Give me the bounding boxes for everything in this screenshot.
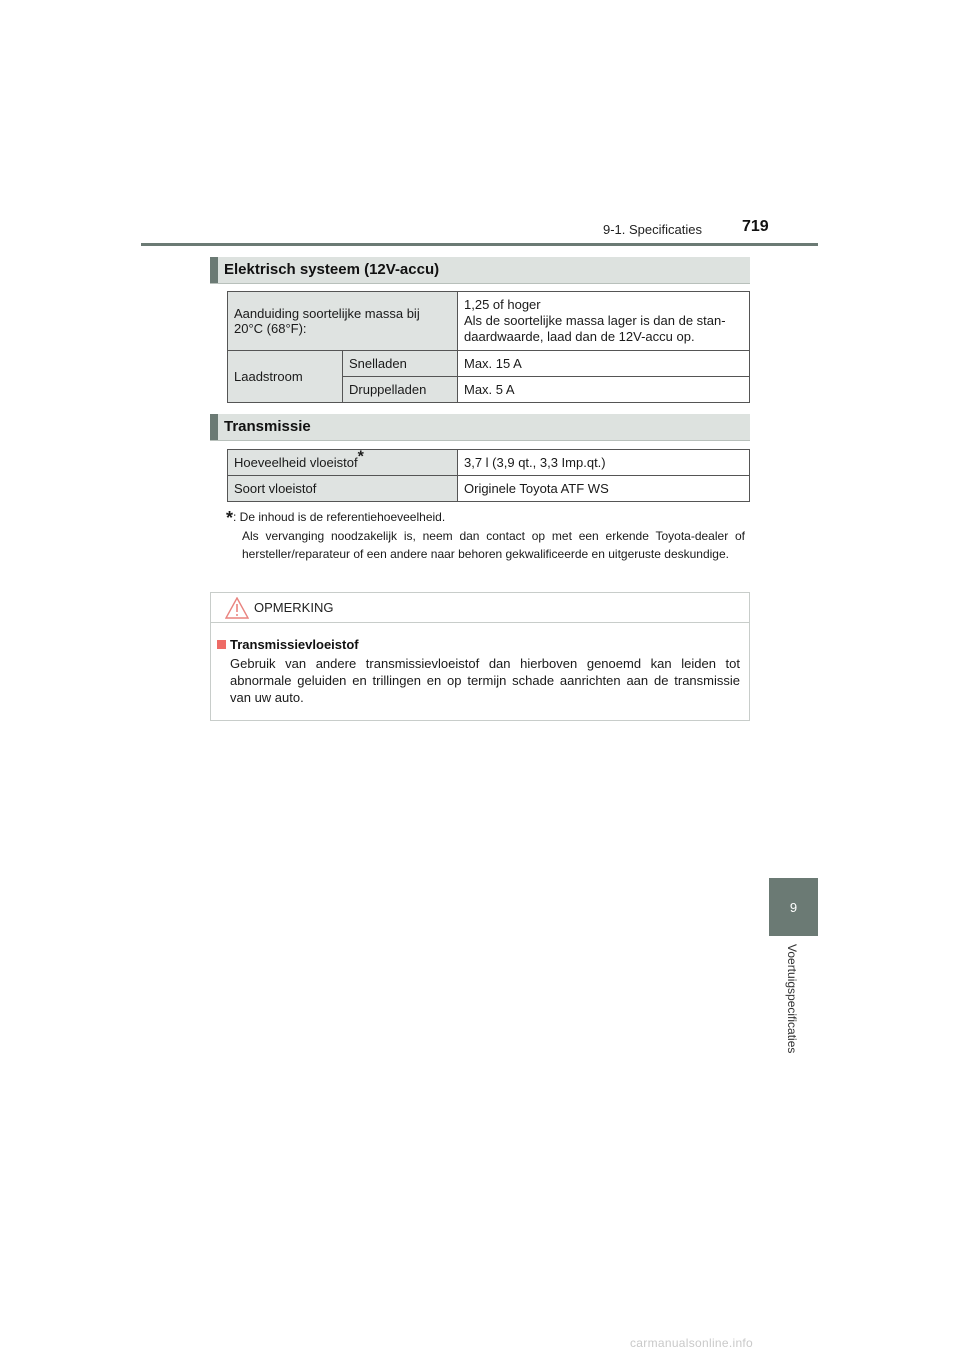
notice-item-title <box>217 637 359 652</box>
fluid-quantity-value: 3,7 l (3,9 qt., 3,3 Imp.qt.) <box>458 450 750 476</box>
chapter-title-text: Voertuigspecificaties <box>785 944 799 1054</box>
page-number: 719 <box>742 218 769 235</box>
fluid-type-label: Soort vloeistof <box>228 476 458 502</box>
table-row <box>228 476 750 502</box>
transmission-heading-text: Transmissie <box>224 418 311 435</box>
fluid-quantity-label <box>228 450 458 476</box>
value-line: Als de soortelijke massa lager is dan de stan- <box>464 313 726 328</box>
value-line: 1,25 of hoger <box>464 297 541 312</box>
watermark: carmanualsonline.info <box>630 1336 754 1350</box>
chapter-title <box>785 944 805 1064</box>
footnote-star: * <box>226 508 234 528</box>
fast-charge-value: Max. 15 A <box>458 351 750 377</box>
heading-accent <box>210 414 218 440</box>
charge-current-label: Laadstroom <box>228 351 343 403</box>
fluid-type-value: Originele Toyota ATF WS <box>458 476 750 502</box>
fluid-quantity-label-text: Hoeveelheid vloeistof <box>234 455 358 470</box>
fast-charge-label: Snelladen <box>343 351 458 377</box>
table-row <box>228 292 750 351</box>
notice-header <box>211 593 749 623</box>
transmission-heading <box>210 414 750 441</box>
section-title: 9-1. Specificaties <box>603 222 702 237</box>
footnote-body: Als vervanging noodzakelijk is, neem dan contact op met een erkende Toyota-dealer of hersteller/reparateur of een andere naar behoren gekwalificeerde en uitgeruste deskundige. <box>242 529 745 561</box>
header-rule <box>141 243 818 246</box>
warning-icon <box>225 597 249 619</box>
electrical-heading-text: Elektrisch systeem (12V-accu) <box>224 261 440 278</box>
value-line: daardwaarde, laad dan de 12V-accu op. <box>464 329 695 344</box>
electrical-table <box>227 291 750 403</box>
notice-box <box>210 592 750 721</box>
heading-accent <box>210 257 218 283</box>
trickle-charge-label: Druppelladen <box>343 377 458 403</box>
notice-label: OPMERKING <box>254 600 334 615</box>
notice-item-body: Gebruik van andere transmissievloeistof dan hierboven genoemd kan leiden tot abnormale geluiden en trillingen en op termijn schade aanrichten aan de transmissie van uw auto. <box>230 656 740 705</box>
table-row <box>228 351 750 377</box>
specific-gravity-label: Aanduiding soortelijke massa bij 20°C (68°F): <box>228 292 458 351</box>
chapter-tab: 9 <box>769 878 818 936</box>
specific-gravity-value <box>458 292 750 351</box>
footnote <box>226 508 745 563</box>
footnote-first-text: : De inhoud is de referentiehoeveelheid. <box>233 510 446 524</box>
transmission-table <box>227 449 750 502</box>
trickle-charge-value: Max. 5 A <box>458 377 750 403</box>
footnote-first-line <box>226 508 745 527</box>
footnote-marker: * <box>357 448 364 466</box>
table-row <box>228 450 750 476</box>
electrical-heading <box>210 257 750 284</box>
bullet-square-icon <box>217 640 226 649</box>
notice-item-title-text: Transmissievloeistof <box>230 637 359 652</box>
